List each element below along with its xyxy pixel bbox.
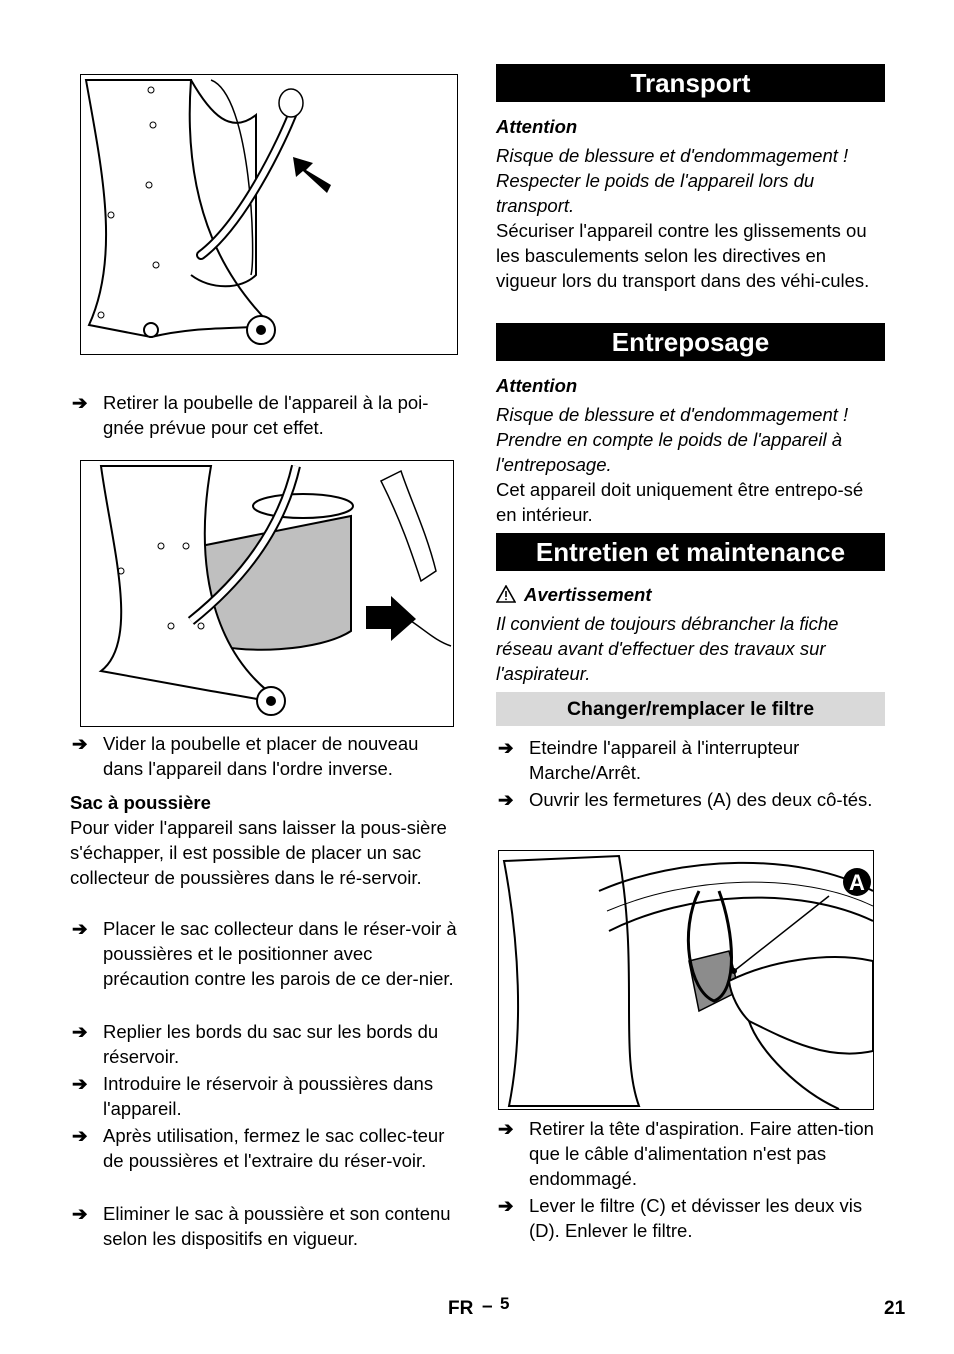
transport-attention: Attention (496, 116, 578, 137)
section-entretien-title: Entretien et maintenance (496, 533, 885, 571)
step-remove-bin: ➔ Retirer la poubelle de l'appareil à la poi-gnée prévue pour cet effet. (72, 392, 429, 438)
arrow-right-icon: ➔ (72, 392, 88, 413)
arrow-right-icon: ➔ (72, 733, 88, 754)
clip-opening-illustration (499, 851, 873, 1109)
arrow-right-icon: ➔ (498, 1195, 514, 1216)
filter-subtitle: Changer/remplacer le filtre (496, 692, 885, 726)
page-number: 21 (884, 1298, 906, 1319)
sac-step-3: ➔ Introduire le réservoir à poussières dans l'appareil. (72, 1073, 434, 1119)
arrow-right-icon: ➔ (72, 1021, 88, 1042)
arrow-right-icon: ➔ (72, 1125, 88, 1146)
figure-lift-handle (80, 74, 458, 355)
figure-label-a: A (849, 870, 865, 895)
footer-dash: – (482, 1296, 493, 1317)
transport-text: Sécuriser l'appareil contre les glissements ou les basculements selon les directives en vigueur lors du transport dans des véhi-cules. (496, 220, 870, 291)
step-empty-bin: ➔ Vider la poubelle et placer de nouveau dans l'appareil dans l'ordre inverse. (72, 733, 419, 779)
arrow-right-icon: ➔ (498, 1118, 514, 1139)
bin-removal-illustration (81, 461, 453, 726)
arrow-right-icon: ➔ (72, 918, 88, 939)
filter-step-4: ➔ Lever le filtre (C) et dévisser les deux vis (D). Enlever le filtre. (498, 1195, 863, 1241)
arrow-right-icon: ➔ (72, 1073, 88, 1094)
section-transport-title: Transport (496, 64, 885, 102)
arrow-right-icon: ➔ (72, 1203, 88, 1224)
sac-step-5: ➔ Eliminer le sac à poussière et son contenu selon les dispositifs en vigueur. (72, 1203, 451, 1249)
entreposage-warning: Risque de blessure et d'endommagement ! Prendre en compte le poids de l'appareil à l'entreposage. (496, 404, 849, 475)
filter-step-2: ➔ Ouvrir les fermetures (A) des deux cô-tés. (498, 789, 873, 810)
sac-text: Pour vider l'appareil sans laisser la pous-sière s'échapper, il est possible de placer un sac collecteur de poussières dans le ré-servoir. (70, 817, 447, 888)
sac-title: Sac à poussière (70, 792, 211, 813)
filter-step-1: ➔ Eteindre l'appareil à l'interrupteur Marche/Arrêt. (498, 737, 800, 783)
transport-warning: Risque de blessure et d'endommagement ! Respecter le poids de l'appareil lors du transport. (496, 145, 849, 216)
figure-clips (498, 850, 874, 1110)
section-entreposage-title: Entreposage (496, 323, 885, 361)
footer-lang: FR (448, 1298, 474, 1319)
figure-empty-bin (80, 460, 454, 727)
warning-triangle-icon (496, 585, 516, 603)
vacuum-handle-illustration (81, 75, 457, 354)
footer-section-page: 5 (500, 1294, 510, 1313)
sac-step-2: ➔ Replier les bords du sac sur les bords du réservoir. (72, 1021, 439, 1067)
filter-step-3: ➔ Retirer la tête d'aspiration. Faire atten-tion que le câble d'alimentation n'est pas endommagé. (498, 1118, 874, 1189)
entretien-avertissement: Avertissement (496, 582, 886, 607)
sac-step-4: ➔ Après utilisation, fermez le sac collec-teur de poussières et l'extraire du réser-voir. (72, 1125, 445, 1171)
arrow-right-icon: ➔ (498, 737, 514, 758)
arrow-right-icon: ➔ (498, 789, 514, 810)
sac-step-1: ➔ Placer le sac collecteur dans le réser-voir à poussières et le positionner avec précaution contre les parois de ce der-nier. (72, 918, 457, 989)
entreposage-attention: Attention (496, 375, 578, 396)
entreposage-text: Cet appareil doit uniquement être entrepo-sé en intérieur. (496, 479, 864, 525)
entretien-warning: Il convient de toujours débrancher la fiche réseau avant d'effectuer des travaux sur l'aspirateur. (496, 613, 839, 684)
